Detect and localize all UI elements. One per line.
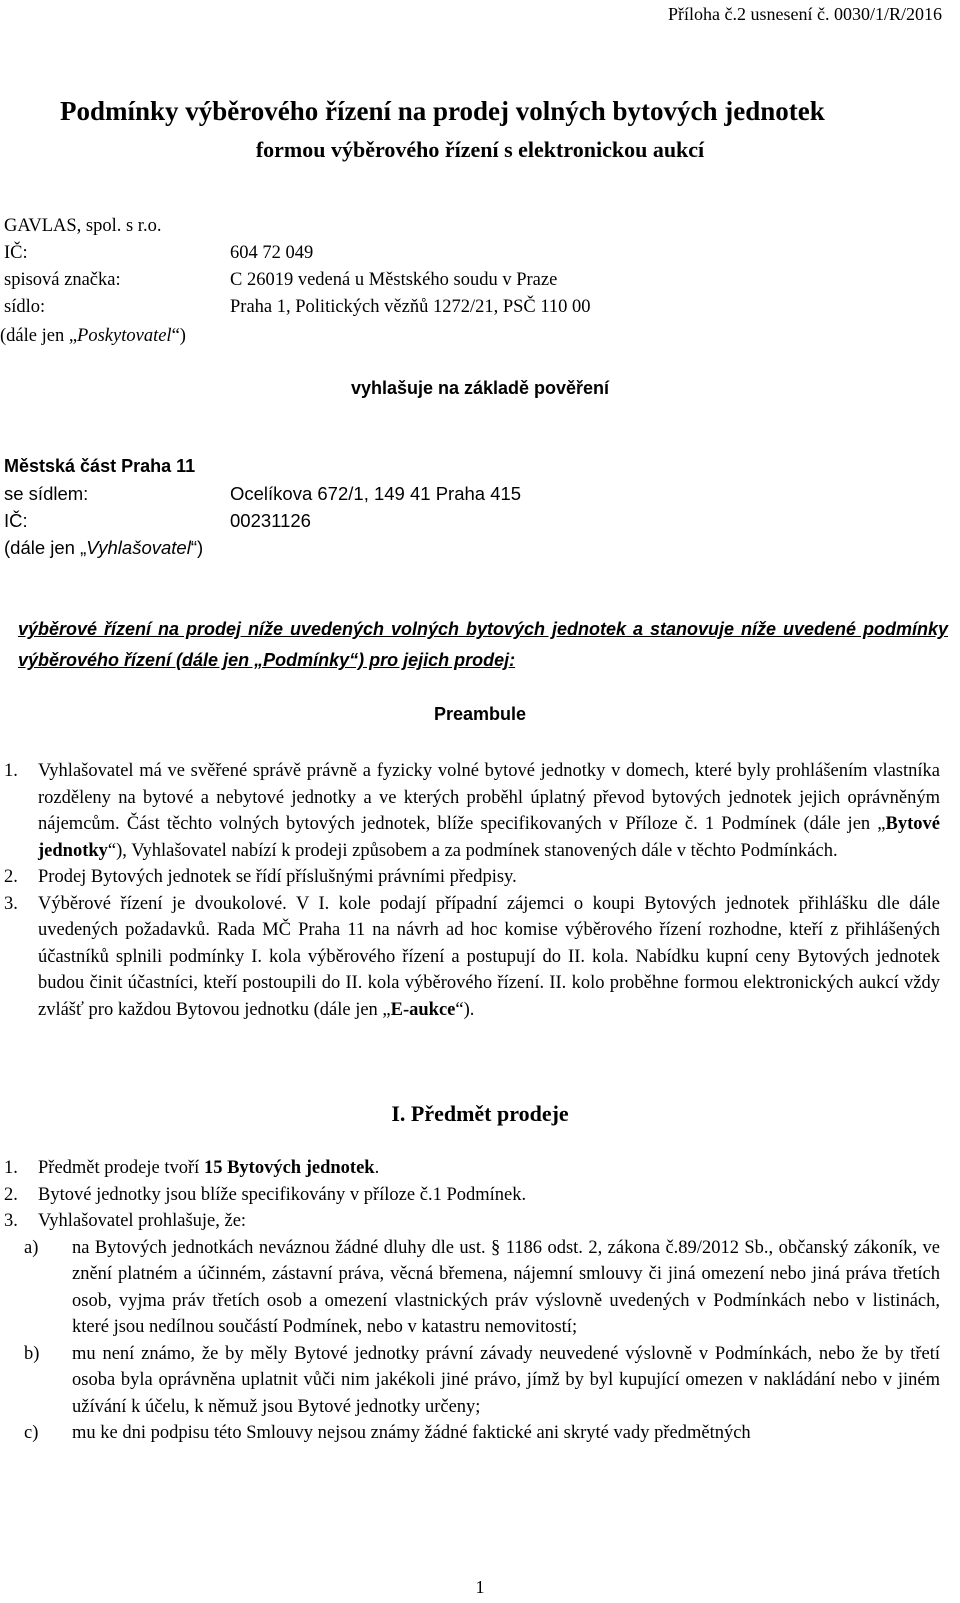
item-number: 3.: [4, 893, 18, 914]
item-number: 1.: [4, 1158, 18, 1178]
preamble-item-3: [4, 891, 940, 1024]
item-bold-term: 15 Bytových jednotek: [203, 1158, 375, 1178]
item-text: Prodej Bytových jednotek se řídí příslušnými právními předpisy.: [38, 867, 517, 887]
preamble-list: [4, 758, 940, 1023]
item-text: Vyhlašovatel má ve svěřené správě právně a fyzicky volné bytové jednotky v domech, které byly prohlášením vlastníka rozděleny na bytové a nebytové jednotky a ve kterých proběhl úplatný převod bytových jednotek jejich oprávněným nájemcům. Část těchto volných bytových jednotek, blíže specifikovaných v Příloze č. 1 Podmínek (dále jen „: [38, 761, 940, 834]
subitem-letter: a): [24, 1237, 39, 1258]
item-text-end: .: [374, 1158, 380, 1178]
section-1-list: [4, 1155, 940, 1447]
document-subtitle: formou výběrového řízení s elektronickou aukcí: [255, 137, 705, 162]
subitem-letter: b): [24, 1343, 40, 1364]
preamble-item-1: [4, 758, 940, 864]
item-bold-term: Bytové jednotky: [38, 814, 940, 861]
provider-definition-prefix: (dále jen „: [0, 326, 78, 346]
section-1-title: I. Předmět prodeje: [391, 1101, 569, 1126]
announcer-definition-prefix: (dále jen „: [4, 537, 87, 558]
item-text-end: “).: [455, 999, 475, 1020]
subitem-text: na Bytových jednotkách neváznou žádné dluhy dle ust. § 1186 odst. 2, zákona č.89/2012 Sb., občanský zákoník, ve znění platném a účinném, zástavní práva, věcná břemena, nájemní smlouvy či jiná omezení nebo jiná práva třetích osob, vyjma práv třetích osob a omezení vlastnických práv výslovně uvedených v Podmínkách nebo v listinách, které jsou nedílnou součástí Podmínek, nebo v katastru nemovitostí;: [72, 1237, 940, 1337]
provider-ic-value: 604 72 049: [230, 243, 314, 263]
announcer-definition: [4, 537, 203, 559]
subitem-text: mu ke dni podpisu této Smlouvy nejsou známy žádné faktické ani skryté vady předmětných: [72, 1423, 751, 1443]
item-number: 1.: [4, 761, 18, 781]
item-number: 3.: [4, 1211, 18, 1231]
item-text: Vyhlašovatel prohlašuje, že:: [38, 1211, 247, 1231]
item-number: 2.: [4, 1184, 18, 1205]
announcer-name: Městská část Praha 11: [4, 456, 196, 476]
section-1-item-3: [4, 1208, 940, 1235]
document-title: Podmínky výběrového řízení na prodej volných bytových jednotek: [60, 96, 825, 126]
item-text-end: “), Vyhlašovatel nabízí k prodeji způsobem a za podmínek stanovených dále v těchto Podmínkách.: [107, 840, 838, 861]
section-1-subitem-b: [4, 1341, 940, 1421]
announcer-seat-value: Ocelíkova 672/1, 149 41 Praha 415: [230, 483, 522, 504]
subitem-text: mu není známo, že by měly Bytové jednotky právní závady neuvedené výslovně v Podmínkách, nebo že by třetí osoba byla oprávněna uplatnit vůči nim jakékoli jiné právo, jímž by byl kupující omezen v nakládání nebo v jiném užívání k účelu, k němuž jsou Bytové jednotky určeny;: [72, 1343, 940, 1417]
provider-definition: [0, 326, 186, 347]
item-number: 2.: [4, 867, 18, 887]
preamble-item-2: [4, 864, 940, 891]
announcer-ic-label: IČ:: [4, 510, 28, 531]
item-text: Bytové jednotky jsou blíže specifikovány v příloze č.1 Podmínek.: [38, 1184, 527, 1205]
announcer-seat-label: se sídlem:: [4, 483, 89, 504]
provider-ic-label: IČ:: [4, 243, 28, 263]
item-text: Předmět prodeje tvoří: [38, 1158, 204, 1178]
announcer-ic-value: 00231126: [230, 510, 311, 531]
provider-defined-term: Poskytovatel: [77, 326, 172, 346]
announces-heading: vyhlašuje na základě pověření: [350, 378, 610, 398]
announcer-definition-suffix: “): [190, 537, 204, 558]
section-1-item-1: [4, 1155, 940, 1182]
provider-seat-value: Praha 1, Politických vězňů 1272/21, PSČ 110 00: [230, 297, 591, 317]
subitem-letter: c): [24, 1423, 39, 1443]
announcer-defined-term: Vyhlašovatel: [86, 537, 191, 558]
preamble-title: Preambule: [433, 704, 527, 724]
provider-name: GAVLAS, spol. s r.o.: [4, 216, 162, 236]
section-1-subitem-c: [4, 1420, 940, 1447]
section-1-item-2: [4, 1182, 940, 1209]
resolution-reference: Příloha č.2 usnesení č. 0030/1/R/2016: [668, 4, 942, 24]
section-1-subitem-a: [4, 1235, 940, 1341]
item-text: Výběrové řízení je dvoukolové. V I. kole podají případní zájemci o koupi Bytových jednotek přihlášku dle dále uvedených požadavků. Rada MČ Praha 11 na návrh ad hoc komise výběrového řízení rozhodne, kteří z přihlášených účastníků splnili podmínky I. kola výběrového řízení a postupují do II. kola. Nabídku kupní ceny Bytových jednotek budou činit účastníci, kteří postoupili do II. kola výběrového řízení. II. kolo proběhne formou elektronických aukcí vždy zvlášť pro každou Bytovou jednotku (dále jen „: [38, 893, 940, 1020]
page-number: 1: [475, 1577, 485, 1597]
item-bold-term: E-aukce: [390, 999, 456, 1020]
tender-intro: výběrové řízení na prodej níže uvedených volných bytových jednotek a stanovuje níže uvedené podmínky výběrového řízení (dále jen „Podmínky“) pro jejich prodej:: [18, 619, 948, 670]
provider-file-label: spisová značka:: [4, 270, 121, 290]
provider-seat-label: sídlo:: [4, 297, 46, 317]
provider-file-value: C 26019 vedená u Městského soudu v Praze: [230, 270, 558, 290]
provider-definition-suffix: “): [171, 326, 186, 346]
